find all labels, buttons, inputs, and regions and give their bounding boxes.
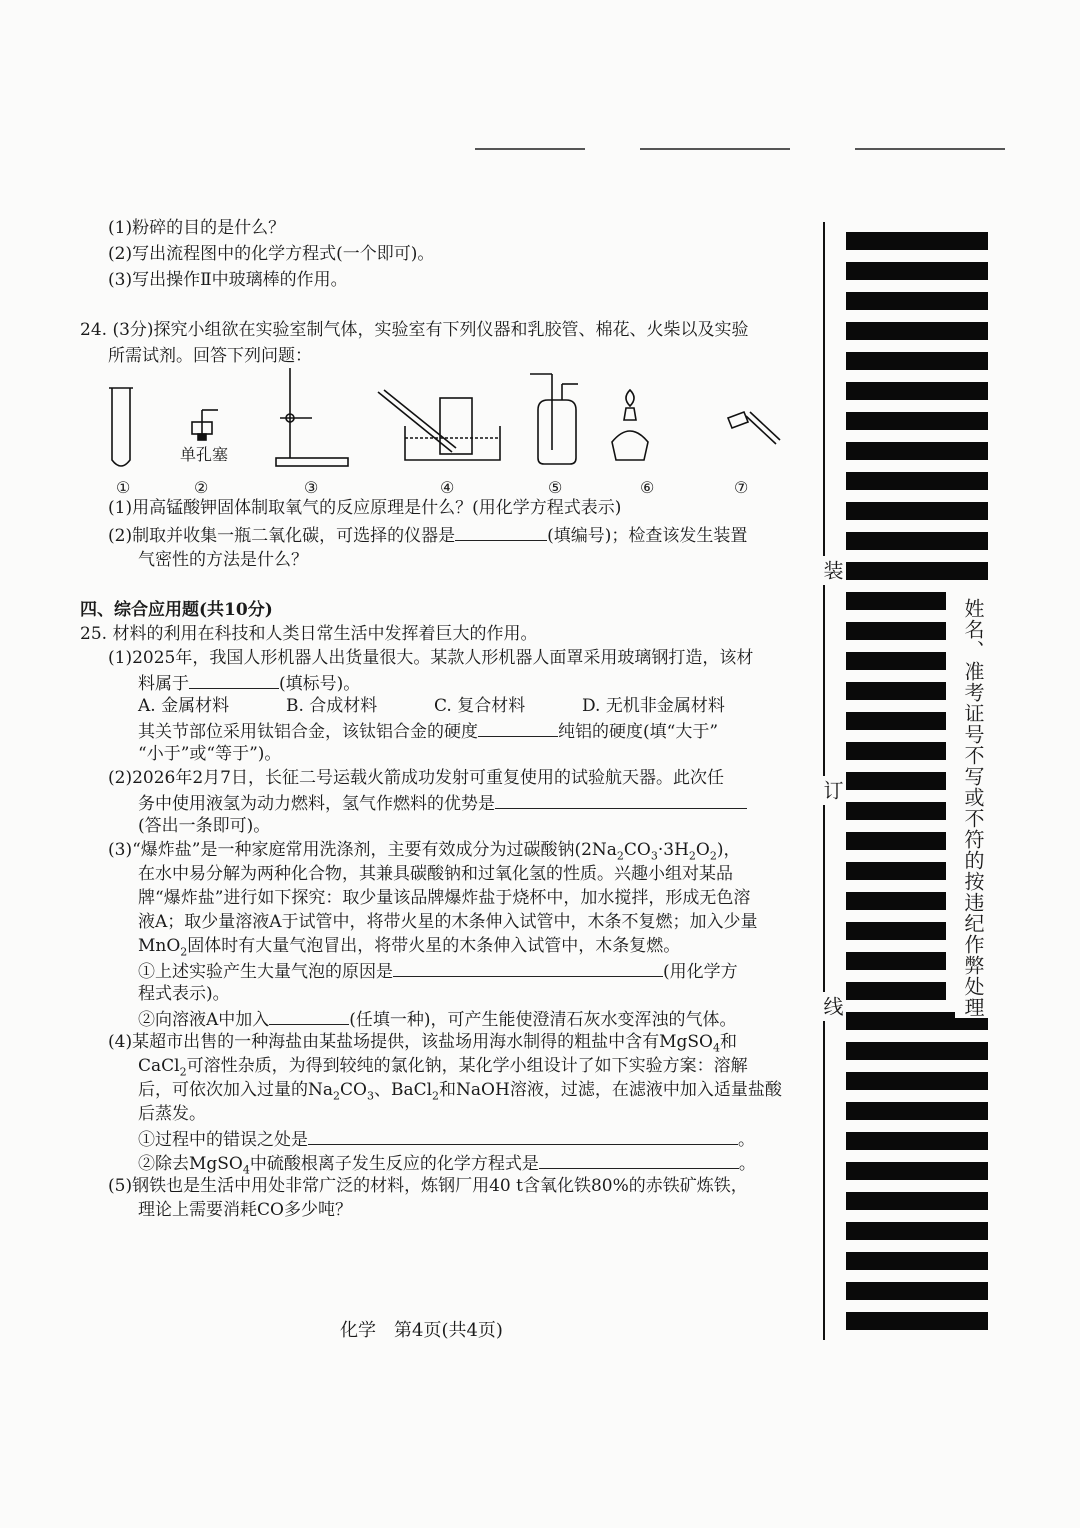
q25-p3-l3: 牌“爆炸盐”进行如下探究：取少量该品牌爆炸盐于烧杯中，加水搅拌，形成无色溶: [138, 888, 751, 908]
barcode-stripe: [846, 892, 946, 910]
barcode-stripe: [846, 562, 988, 580]
binding-mark-ding: 订: [818, 776, 847, 805]
test-tube-icon: [109, 388, 133, 466]
water-trough-icon: [378, 390, 500, 460]
barcode-stripe: [846, 532, 988, 550]
answer-blank[interactable]: [495, 790, 747, 809]
barcode-stripe: [846, 802, 946, 820]
apparatus-label-3: ③: [304, 478, 319, 497]
barcode-stripe: [846, 1252, 988, 1270]
barcode-stripe: [846, 1192, 988, 1210]
q25-p2-l3: (答出一条即可)。: [138, 816, 271, 836]
top-question-2: (2)写出流程图中的化学方程式(一个即可)。: [108, 244, 435, 264]
scan-mark: [475, 148, 585, 150]
scan-mark: [640, 148, 790, 150]
q24-sub2: (2)制取并收集一瓶二氧化碳，可选择的仪器是 (填编号)；检查该发生装置: [108, 522, 747, 548]
barcode-stripe: [846, 1042, 988, 1060]
apparatus-label-6: ⑥: [640, 478, 655, 497]
answer-blank[interactable]: [308, 1126, 738, 1145]
barcode-stripe: [846, 232, 988, 250]
option-b: B. 合成材料: [286, 696, 378, 716]
barcode-stripe: [846, 772, 946, 790]
barcode-stripe: [846, 652, 946, 670]
q25-p3-l6: ①上述实验产生大量气泡的原因是 (用化学方: [138, 958, 738, 984]
barcode-stripe: [846, 292, 988, 310]
q25-p4-l2: CaCl$_2$可溶性杂质，为得到较纯的氯化钠，某化学小组设计了如下实验方案：溶解: [138, 1056, 748, 1079]
q25-p1-l1: (1)2025年，我国人形机器人出货量很大。某款人形机器人面罩采用玻璃钢打造，该材: [108, 648, 754, 668]
binding-notice: 姓名、准考证号不写或不符的按违纪作弊处理: [955, 598, 992, 1018]
one-hole-stopper-icon: [192, 410, 218, 440]
barcode-stripe: [846, 982, 946, 1000]
top-question-3: (3)写出操作Ⅱ中玻璃棒的作用。: [108, 270, 348, 290]
q25-p2-l2: 务中使用液氢为动力燃料，氢气作燃料的优势是: [138, 790, 747, 816]
option-d: D. 无机非金属材料: [582, 696, 725, 716]
answer-blank[interactable]: [478, 718, 558, 737]
answer-blank[interactable]: [269, 1006, 349, 1025]
barcode-stripe: [846, 1312, 988, 1330]
apparatus-label-5: ⑤: [548, 478, 563, 497]
barcode-stripe: [846, 592, 946, 610]
barcode-stripe: [846, 442, 988, 460]
barcode-stripe: [846, 382, 988, 400]
apparatus-label-4: ④: [440, 478, 455, 497]
binding-mark-xian: 线: [818, 992, 847, 1021]
barcode-stripe: [846, 952, 946, 970]
apparatus-label-2: ②: [194, 478, 209, 497]
barcode-stripe: [846, 502, 988, 520]
q25-p4-l6: ②除去MgSO$_4$中硫酸根离子发生反应的化学方程式是 。: [138, 1150, 756, 1182]
q25-p4-l4: 后蒸发。: [138, 1104, 206, 1124]
tube-connector-icon: [728, 412, 780, 444]
apparatus-label-1: ①: [116, 478, 131, 497]
page-footer: 化学 第4页(共4页): [340, 1320, 503, 1341]
barcode-stripe: [846, 682, 946, 700]
option-c: C. 复合材料: [434, 696, 526, 716]
barcode-stripe: [846, 262, 988, 280]
q25-p3-l7: 程式表示)。: [138, 984, 230, 1004]
answer-blank[interactable]: [455, 522, 547, 541]
q25-p1-l4: 其关节部位采用钛铝合金，该钛铝合金的硬度 纯铝的硬度(填“大于”: [138, 718, 718, 744]
stopper-label: 单孔塞: [180, 445, 229, 464]
barcode-stripe: [846, 1072, 988, 1090]
barcode-stripe: [846, 412, 988, 430]
q25-p1-l2: 料属于 (填标号)。: [138, 670, 360, 696]
apparatus-label-7: ⑦: [734, 478, 749, 497]
gas-bottle-icon: [530, 374, 578, 464]
q25-p5-l2: 理论上需要消耗CO多少吨？: [138, 1200, 352, 1220]
q24-sub1: (1)用高锰酸钾固体制取氧气的反应原理是什么？(用化学方程式表示): [108, 498, 622, 518]
iron-stand-icon: [276, 368, 348, 466]
q24-stem-1: 24. (3分)探究小组欲在实验室制气体，实验室有下列仪器和乳胶管、棉花、火柴以及实验: [80, 320, 749, 340]
scan-mark: [855, 148, 1005, 150]
barcode-stripe: [846, 622, 946, 640]
option-a: A. 金属材料: [138, 696, 230, 716]
answer-blank[interactable]: [189, 670, 279, 689]
answer-blank[interactable]: [539, 1150, 739, 1169]
barcode-stripe: [846, 1102, 988, 1120]
barcode-stripe: [846, 472, 988, 490]
q25-p2-l1: (2)2026年2月7日，长征二号运载火箭成功发射可重复使用的试验航天器。此次任: [108, 768, 724, 788]
q25-p1-l5: “小于”或“等于”)。: [138, 744, 282, 764]
q25-p3-l5: MnO$_2$固体时有大量气泡冒出，将带火星的木条伸入试管中，木条复燃。: [138, 936, 681, 959]
barcode-stripe: [846, 352, 988, 370]
section-title: 四、综合应用题(共10分): [80, 600, 273, 620]
barcode-stripe: [846, 322, 988, 340]
q24-sub2-cont: 气密性的方法是什么？: [138, 550, 308, 570]
barcode-stripe: [846, 862, 946, 880]
q25-p3-l4: 液A；取少量溶液A于试管中，将带火星的木条伸入试管中，木条不复燃；加入少量: [138, 912, 758, 932]
q25-p5-l1: (5)钢铁也是生活中用处非常广泛的材料，炼钢厂用40 t含氧化铁80%的赤铁矿炼铁，: [108, 1176, 748, 1196]
barcode-stripe: [846, 922, 946, 940]
q25-p4-l5: ①过程中的错误之处是 。: [138, 1126, 755, 1152]
alcohol-lamp-icon: [612, 390, 648, 460]
q25-p3-l8: ②向溶液A中加入 (任填一种)，可产生能使澄清石灰水变浑浊的气体。: [138, 1006, 737, 1032]
q25-p4-l3: 后，可依次加入过量的$Na_2CO_3$、BaCl$_2$和NaOH溶液，过滤，在滤液中加入适量盐酸: [138, 1080, 782, 1103]
top-question-1: (1)粉碎的目的是什么？: [108, 218, 286, 238]
q25-stem: 25. 材料的利用在科技和人类日常生活中发挥着巨大的作用。: [80, 624, 538, 644]
binding-mark-zhuang: 装: [818, 556, 847, 585]
q24-stem-2: 所需试剂。回答下列问题：: [108, 346, 312, 366]
barcode-stripe: [846, 1282, 988, 1300]
barcode-stripe: [846, 832, 946, 850]
barcode-stripe: [846, 742, 946, 760]
q25-p3-l2: 在水中易分解为两种化合物，其兼具碳酸钠和过氧化氢的性质。兴趣小组对某品: [138, 864, 733, 884]
q25-p3-l1: (3)“爆炸盐”是一种家庭常用洗涤剂，主要有效成分为过碳酸钠$(2Na_2CO_3\cdot 3H_2O_2)$，: [108, 840, 741, 863]
barcode-stripe: [846, 1222, 988, 1240]
q25-p4-l1: (4)某超市出售的一种海盐由某盐场提供，该盐场用海水制得的粗盐中含有MgSO$_4$和: [108, 1032, 737, 1055]
barcode-stripe: [846, 712, 946, 730]
answer-blank[interactable]: [393, 958, 663, 977]
barcode-stripe: [846, 1132, 988, 1150]
barcode-stripe: [846, 1162, 988, 1180]
